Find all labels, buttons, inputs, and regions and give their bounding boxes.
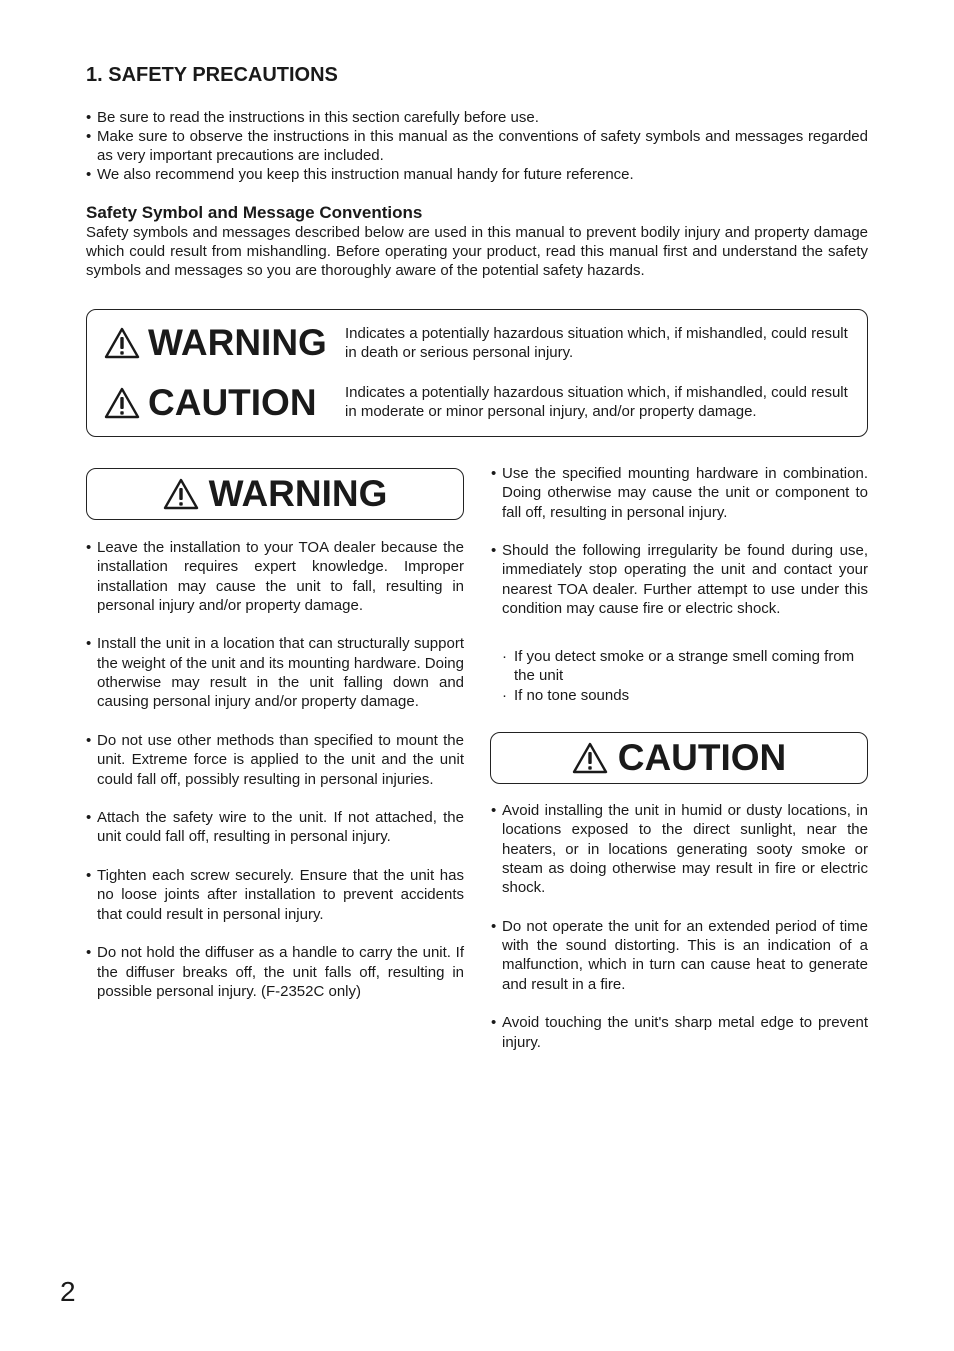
warning-item: • Do not use other methods than specified to mount the unit. Extreme force is applied to the unit and the unit could fall off, possibly resulting in personal injuries. — [86, 731, 464, 789]
intro-item: • We also recommend you keep this instruction manual handy for future reference. — [86, 165, 868, 184]
warning-item: • Attach the safety wire to the unit. If not attached, the unit could fall off, resulting in personal injury. — [86, 808, 464, 847]
warning-header — [86, 468, 464, 520]
conventions-text: Safety symbols and messages described below are used in this manual to prevent bodily injury and property damage which could result from mishandling. Before operating your product, read this manual first and understand the safety symbols and messages so you are thoroughly aware of the potential safety hazards. — [86, 224, 868, 279]
caution-header-text: CAUTION — [617, 737, 787, 778]
warning-list-right — [491, 464, 868, 627]
warning-triangle-icon — [163, 478, 199, 510]
legend-caution-label — [104, 382, 317, 424]
intro-item: • Be sure to read the instructions in this section carefully before use. — [86, 108, 868, 127]
conventions-title: Safety Symbol and Message Conventions — [86, 203, 423, 222]
warning-list-left — [86, 538, 464, 1020]
warning-item: • Install the unit in a location that can structurally support the weight of the unit and its mounting hardware. Doing otherwise may result in the unit falling down and causing personal injury and/or property damage. — [86, 634, 464, 711]
legend-warning-desc: Indicates a potentially hazardous situation which, if mishandled, could result in death or serious personal injury. — [345, 325, 848, 361]
warning-item: • Leave the installation to your TOA dealer because the installation requires expert knowledge. Improper installation may cause the unit to fall, resulting in personal injury and/or property damage. — [86, 538, 464, 615]
caution-item: • Avoid installing the unit in humid or dusty locations, in locations exposed to the direct sunlight, near the heaters, or in locations generating sooty smoke or steam as doing otherwise may result in fire or electric shock. — [491, 801, 868, 897]
irregularity-item: · If you detect smoke or a strange smell coming from the unit — [502, 647, 868, 686]
intro-item: • Make sure to observe the instructions in this manual as the conventions of safety symbols and messages regarded as very important precautions are included. — [86, 127, 868, 165]
warning-triangle-icon — [104, 327, 140, 359]
irregularity-item: · If no tone sounds — [502, 686, 868, 705]
legend-caution-text: CAUTION — [148, 382, 317, 423]
caution-item: • Avoid touching the unit's sharp metal edge to prevent injury. — [491, 1013, 868, 1052]
caution-triangle-icon — [104, 387, 140, 419]
intro-list — [86, 108, 868, 184]
irregularity-list — [502, 647, 868, 705]
caution-triangle-icon — [572, 742, 608, 774]
warning-item: • Should the following irregularity be found during use, immediately stop operating the unit and contact your nearest TOA dealer. Further attempt to use under this condition may cause fire or electric shock. — [491, 541, 868, 618]
caution-header — [490, 732, 868, 784]
warning-item: • Use the specified mounting hardware in combination. Doing otherwise may cause the unit or component to fall off, resulting in personal injury. — [491, 464, 868, 522]
caution-item: • Do not operate the unit for an extended period of time with the sound distorting. This is an indication of a malfunction, which in turn can cause heat to generate and result in a fire. — [491, 917, 868, 994]
legend-warning-text: WARNING — [148, 322, 327, 363]
warning-header-text: WARNING — [208, 473, 388, 514]
warning-item: • Do not hold the diffuser as a handle to carry the unit. If the diffuser breaks off, the unit falls off, resulting in possible personal injury. (F-2352C only) — [86, 943, 464, 1001]
caution-list — [491, 801, 868, 1071]
section-title: 1. SAFETY PRECAUTIONS — [86, 64, 338, 86]
page-number: 2 — [60, 1276, 76, 1307]
legend-caution-desc: Indicates a potentially hazardous situation which, if mishandled, could result in moderate or minor personal injury, and/or property damage. — [345, 384, 848, 420]
legend-warning-label — [104, 322, 327, 364]
warning-item: • Tighten each screw securely. Ensure that the unit has no loose joints after installation to prevent accidents that could result in personal injury. — [86, 866, 464, 924]
